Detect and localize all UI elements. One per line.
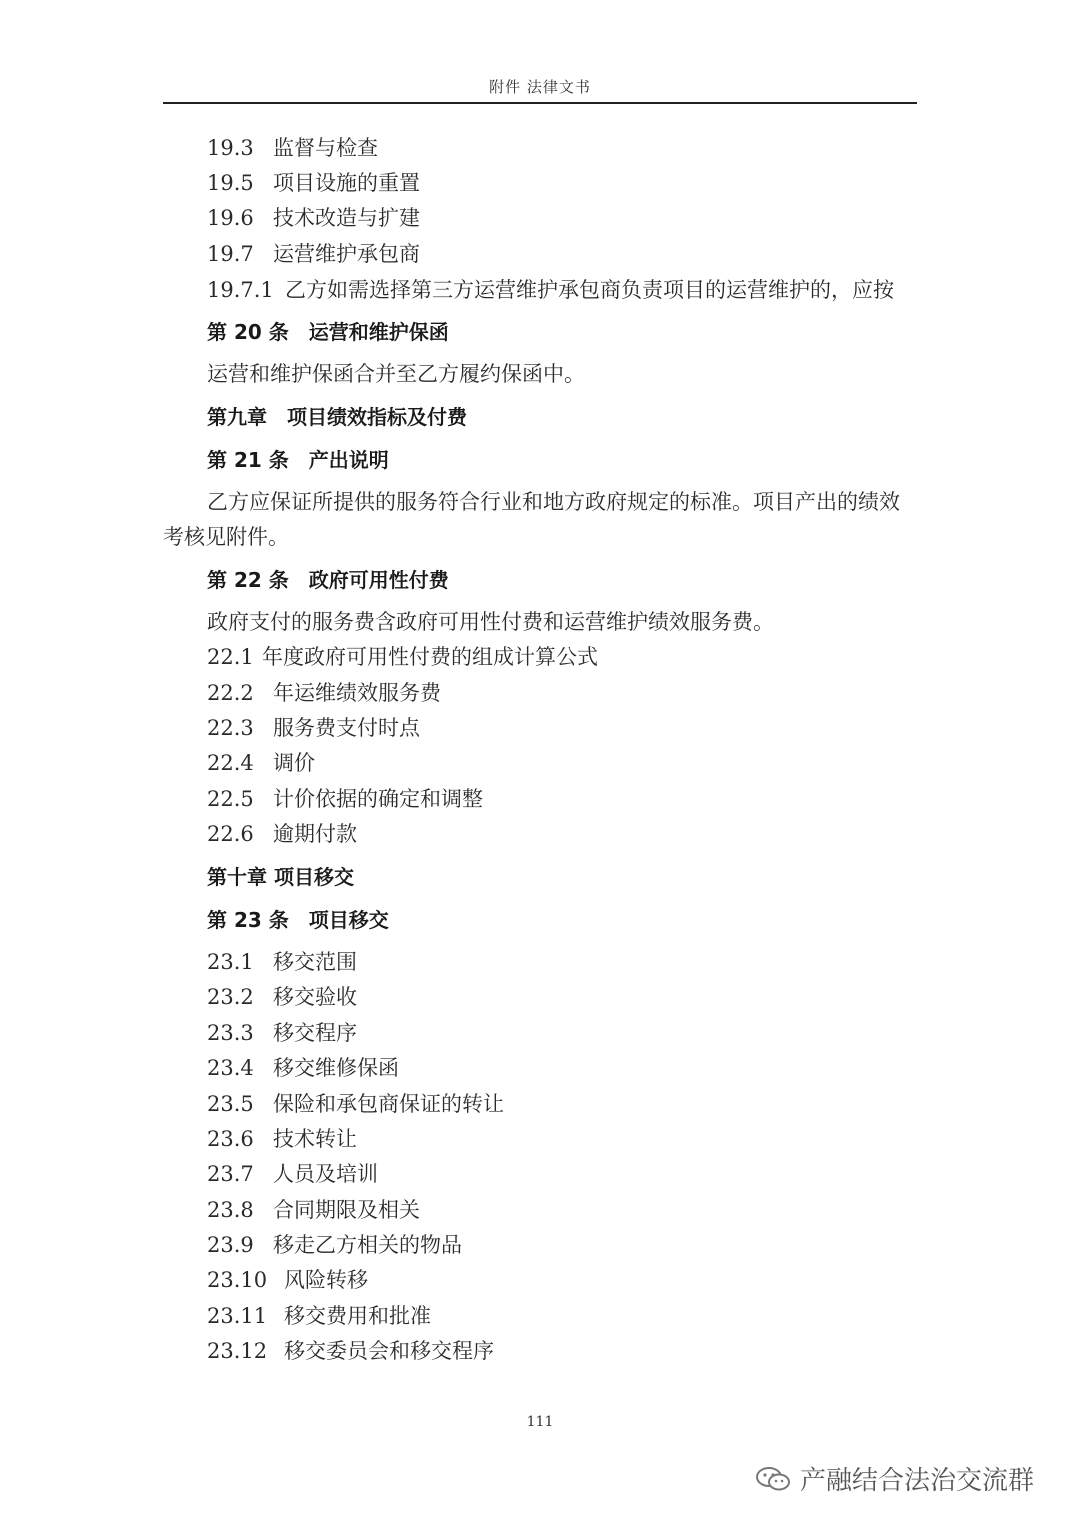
paragraph: 运营和维护保函合并至乙方履约保函中。 bbox=[207, 362, 585, 386]
list-item: 23.4 移交维修保函 bbox=[207, 1056, 399, 1080]
list-item: 23.6 技术转让 bbox=[207, 1127, 357, 1151]
list-item: 23.10 风险转移 bbox=[207, 1268, 368, 1292]
list-item: 19.7 运营维护承包商 bbox=[207, 242, 420, 266]
watermark-text: 产融结合法治交流群 bbox=[800, 1466, 1035, 1496]
list-item: 22.1 年度政府可用性付费的组成计算公式 bbox=[207, 645, 598, 669]
list-item: 23.11 移交费用和批准 bbox=[207, 1304, 431, 1328]
list-item: 23.7 人员及培训 bbox=[207, 1162, 378, 1186]
list-item: 19.6 技术改造与扩建 bbox=[207, 206, 420, 230]
list-item: 19.5 项目设施的重置 bbox=[207, 171, 420, 195]
list-item: 23.9 移走乙方相关的物品 bbox=[207, 1233, 462, 1257]
list-item: 23.3 移交程序 bbox=[207, 1021, 357, 1045]
list-item: 22.2 年运维绩效服务费 bbox=[207, 681, 441, 705]
page-header: 附件 法律文书 bbox=[489, 78, 591, 96]
wechat-icon bbox=[754, 1464, 794, 1494]
list-item: 23.12 移交委员会和移交程序 bbox=[207, 1339, 494, 1363]
list-item: 23.8 合同期限及相关 bbox=[207, 1198, 420, 1222]
paragraph: 政府支付的服务费含政府可用性付费和运营维护绩效服务费。 bbox=[207, 610, 774, 634]
article-heading: 第 21 条 产出说明 bbox=[207, 448, 389, 472]
list-item: 22.3 服务费支付时点 bbox=[207, 716, 420, 740]
article-heading: 第 20 条 运营和维护保函 bbox=[207, 320, 449, 344]
list-item: 23.5 保险和承包商保证的转让 bbox=[207, 1092, 504, 1116]
page-number: 111 bbox=[526, 1414, 554, 1430]
chapter-heading: 第十章 项目移交 bbox=[207, 865, 354, 889]
paragraph: 乙方应保证所提供的服务符合行业和地方政府规定的标准。项目产出的绩效考核见附件。 bbox=[163, 490, 900, 549]
list-item: 23.2 移交验收 bbox=[207, 985, 357, 1009]
list-item: 22.6 逾期付款 bbox=[207, 822, 357, 846]
list-item: 22.4 调价 bbox=[207, 751, 315, 775]
watermark bbox=[754, 1460, 1034, 1497]
article-heading: 第 23 条 项目移交 bbox=[207, 908, 389, 932]
article-heading: 第 22 条 政府可用性付费 bbox=[207, 568, 449, 592]
list-item: 19.3 监督与检查 bbox=[207, 136, 378, 160]
header-rule bbox=[163, 102, 917, 104]
list-item: 22.5 计价依据的确定和调整 bbox=[207, 787, 483, 811]
chapter-heading: 第九章 项目绩效指标及付费 bbox=[207, 405, 467, 429]
list-item: 23.1 移交范围 bbox=[207, 950, 357, 974]
list-item: 19.7.1 乙方如需选择第三方运营维护承包商负责项目的运营维护的，应按 bbox=[207, 278, 894, 302]
